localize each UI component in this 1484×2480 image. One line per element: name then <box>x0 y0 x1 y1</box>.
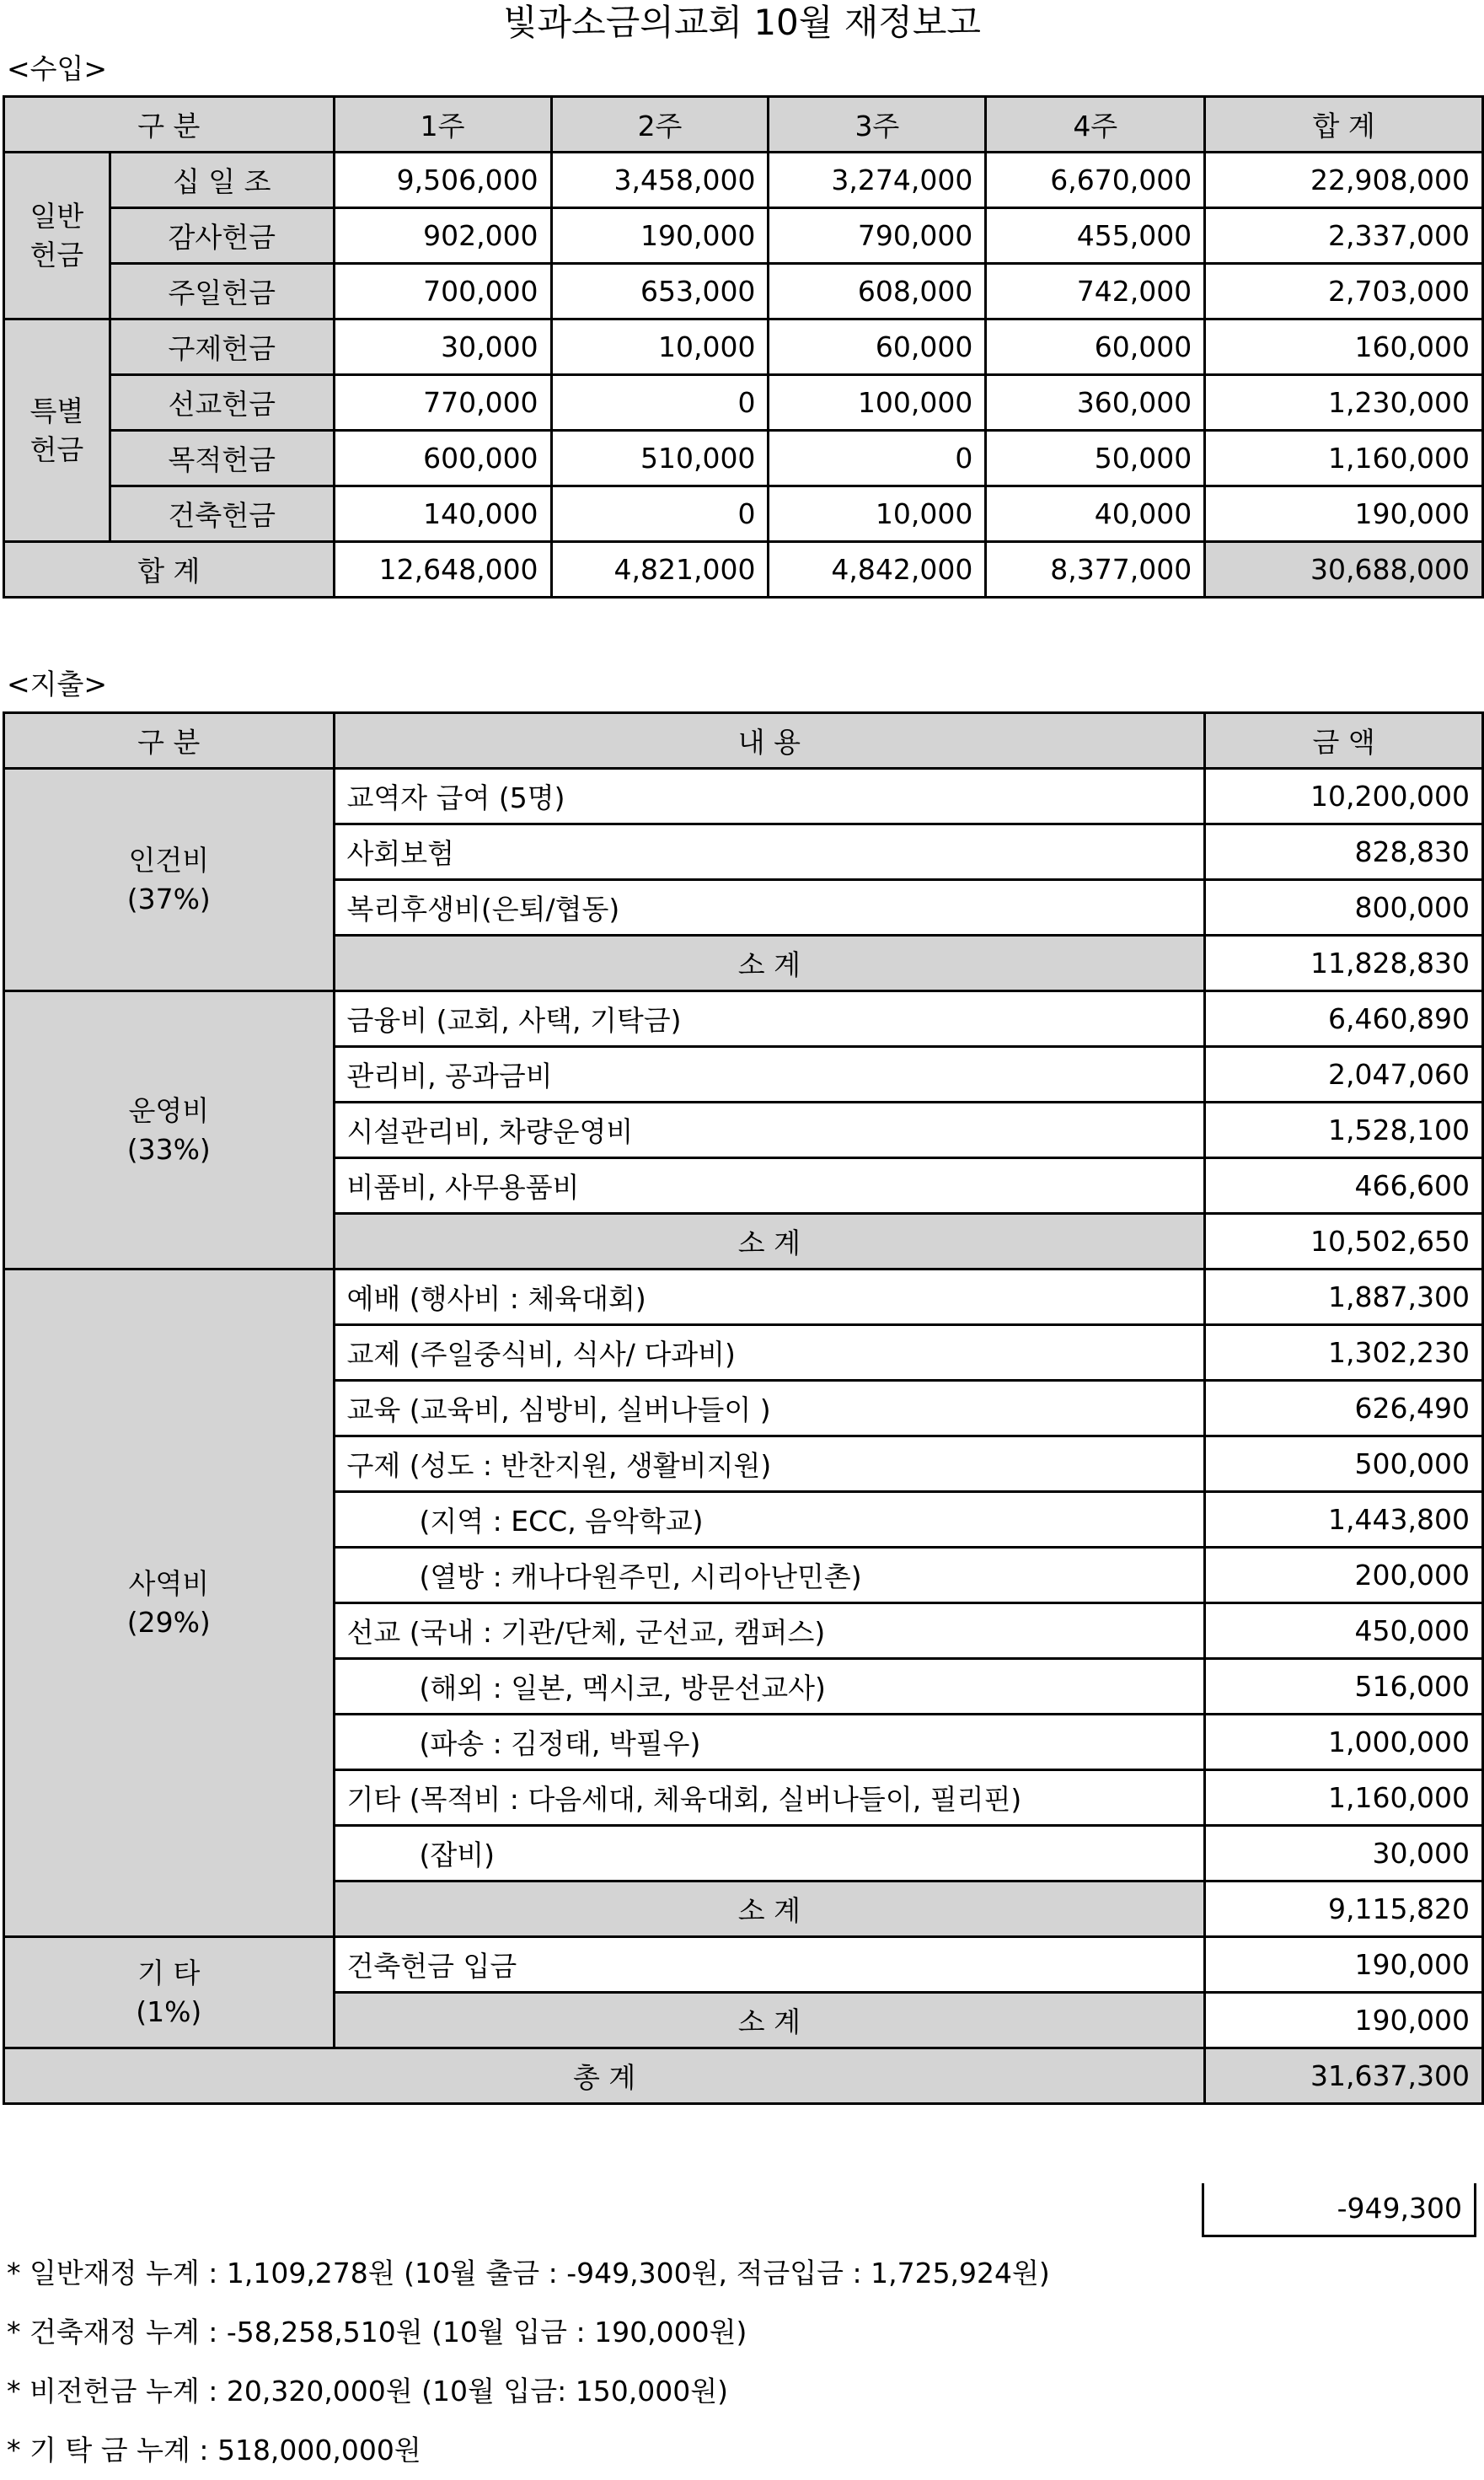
income-header-total: 합 계 <box>1205 97 1483 153</box>
expense-amount: 200,000 <box>1205 1548 1483 1603</box>
income-item: 구제헌금 <box>110 319 334 375</box>
subtotal-amount: 10,502,650 <box>1205 1214 1483 1270</box>
subtotal-label: 소 계 <box>334 936 1205 991</box>
expense-amount: 450,000 <box>1205 1603 1483 1659</box>
income-cell: 190,000 <box>551 208 769 264</box>
expense-content: (열방 : 캐나다원주민, 시리아난민촌) <box>334 1548 1205 1603</box>
grand-total-amount: 31,637,300 <box>1205 2048 1483 2104</box>
income-cell: 9,506,000 <box>334 153 551 208</box>
income-item: 십 일 조 <box>110 153 334 208</box>
expense-amount: 2,047,060 <box>1205 1047 1483 1103</box>
income-cell: 50,000 <box>986 431 1205 486</box>
income-cell: 3,458,000 <box>551 153 769 208</box>
expense-amount: 10,200,000 <box>1205 769 1483 824</box>
income-cell: 0 <box>769 431 986 486</box>
expense-group-label: 기 타 (1%) <box>136 1956 202 2028</box>
expense-group-label: 사역비 (29%) <box>126 1566 211 1639</box>
expense-content: 시설관리비, 차량운영비 <box>334 1103 1205 1158</box>
income-cell: 510,000 <box>551 431 769 486</box>
income-row-total: 2,703,000 <box>1205 264 1483 319</box>
expense-section-label: <지출> <box>7 668 108 701</box>
note-vision-offering: * 비전헌금 누계 : 20,320,000원 (10월 입금: 150,000원) <box>7 2375 728 2408</box>
income-header-category: 구 분 <box>4 97 335 153</box>
note-general-fund: * 일반재정 누계 : 1,109,278원 (10월 출금 : -949,300원, 적금입금 : 1,725,924원) <box>7 2257 1050 2289</box>
income-group-general <box>4 153 110 319</box>
expense-content: 교역자 급여 (5명) <box>334 769 1205 824</box>
subtotal-label: 소 계 <box>334 1881 1205 1937</box>
income-group-label: 특별 헌금 <box>29 394 84 466</box>
expense-amount: 1,160,000 <box>1205 1770 1483 1826</box>
income-header-week1: 1주 <box>334 97 551 153</box>
expense-content: 복리후생비(은퇴/협동) <box>334 880 1205 936</box>
expense-amount: 828,830 <box>1205 824 1483 880</box>
expense-amount: 500,000 <box>1205 1436 1483 1492</box>
expense-content: (잡비) <box>334 1826 1205 1881</box>
income-row-total: 1,160,000 <box>1205 431 1483 486</box>
subtotal-amount: 190,000 <box>1205 1993 1483 2048</box>
expense-amount: 1,302,230 <box>1205 1325 1483 1381</box>
expense-group-label: 인건비 (37%) <box>126 843 211 915</box>
expense-group-operations <box>4 991 335 1270</box>
table-row <box>4 208 1483 264</box>
expense-amount: 1,887,300 <box>1205 1270 1483 1325</box>
income-cell: 360,000 <box>986 375 1205 431</box>
expense-content: (파송 : 김정태, 박필우) <box>334 1715 1205 1770</box>
expense-group-other <box>4 1937 335 2048</box>
expense-amount: 6,460,890 <box>1205 991 1483 1047</box>
table-row <box>4 1937 1483 1993</box>
income-item: 주일헌금 <box>110 264 334 319</box>
income-cell: 40,000 <box>986 486 1205 542</box>
income-header-week3: 3주 <box>769 97 986 153</box>
income-item: 선교헌금 <box>110 375 334 431</box>
table-row <box>4 769 1483 824</box>
expense-amount: 1,443,800 <box>1205 1492 1483 1548</box>
table-row <box>4 319 1483 375</box>
expense-content: 선교 (국내 : 기관/단체, 군선교, 캠퍼스) <box>334 1603 1205 1659</box>
income-cell: 0 <box>551 486 769 542</box>
income-cell: 140,000 <box>334 486 551 542</box>
expense-amount: 1,000,000 <box>1205 1715 1483 1770</box>
income-header-week2: 2주 <box>551 97 769 153</box>
income-cell: 790,000 <box>769 208 986 264</box>
income-item: 목적헌금 <box>110 431 334 486</box>
income-cell: 60,000 <box>769 319 986 375</box>
subtotal-label: 소 계 <box>334 1214 1205 1270</box>
expense-content: (지역 : ECC, 음악학교) <box>334 1492 1205 1548</box>
income-group-special <box>4 319 110 542</box>
expense-content: 교제 (주일중식비, 식사/ 다과비) <box>334 1325 1205 1381</box>
income-cell: 3,274,000 <box>769 153 986 208</box>
income-grand-total: 30,688,000 <box>1205 542 1483 598</box>
subtotal-amount: 9,115,820 <box>1205 1881 1483 1937</box>
income-item: 건축헌금 <box>110 486 334 542</box>
income-cell: 700,000 <box>334 264 551 319</box>
income-cell: 10,000 <box>769 486 986 542</box>
expense-group-label: 운영비 (33%) <box>126 1093 211 1166</box>
income-header-week4: 4주 <box>986 97 1205 153</box>
grand-total-row <box>4 2048 1483 2104</box>
table-row <box>4 375 1483 431</box>
income-row-total: 2,337,000 <box>1205 208 1483 264</box>
income-total-week3: 4,842,000 <box>769 542 986 598</box>
expense-amount: 800,000 <box>1205 880 1483 936</box>
table-row <box>4 1270 1483 1325</box>
expense-amount: 30,000 <box>1205 1826 1483 1881</box>
income-cell: 455,000 <box>986 208 1205 264</box>
income-cell: 30,000 <box>334 319 551 375</box>
expense-content: 구제 (성도 : 반찬지원, 생활비지원) <box>334 1436 1205 1492</box>
expense-header-category: 구 분 <box>4 713 335 769</box>
notes <box>7 2244 1050 2480</box>
income-total-week2: 4,821,000 <box>551 542 769 598</box>
income-row-total: 160,000 <box>1205 319 1483 375</box>
expense-header-content: 내 용 <box>334 713 1205 769</box>
expense-content: 금융비 (교회, 사택, 기탁금) <box>334 991 1205 1047</box>
income-cell: 742,000 <box>986 264 1205 319</box>
income-table <box>3 95 1484 599</box>
income-cell: 100,000 <box>769 375 986 431</box>
income-cell: 608,000 <box>769 264 986 319</box>
expense-content: 관리비, 공과금비 <box>334 1047 1205 1103</box>
income-item: 감사헌금 <box>110 208 334 264</box>
expense-content: 비품비, 사무용품비 <box>334 1158 1205 1214</box>
income-total-label: 합 계 <box>4 542 335 598</box>
expense-content: 사회보험 <box>334 824 1205 880</box>
grand-total-label: 총 계 <box>4 2048 1205 2104</box>
income-total-row <box>4 542 1483 598</box>
income-cell: 10,000 <box>551 319 769 375</box>
note-deposit: * 기 탁 금 누계 : 518,000,000원 <box>7 2434 421 2467</box>
expense-table <box>3 711 1484 2105</box>
table-row <box>4 431 1483 486</box>
income-header-row <box>4 97 1483 153</box>
expense-group-personnel <box>4 769 335 991</box>
subtotal-label: 소 계 <box>334 1993 1205 2048</box>
expense-content: 교육 (교육비, 심방비, 실버나들이 ) <box>334 1381 1205 1436</box>
income-row-total: 1,230,000 <box>1205 375 1483 431</box>
table-row <box>4 264 1483 319</box>
expense-header-row <box>4 713 1483 769</box>
subtotal-amount: 11,828,830 <box>1205 936 1483 991</box>
income-total-week4: 8,377,000 <box>986 542 1205 598</box>
expense-content: (해외 : 일본, 멕시코, 방문선교사) <box>334 1659 1205 1715</box>
income-section-label: <수입> <box>7 52 108 85</box>
expense-amount: 1,528,100 <box>1205 1103 1483 1158</box>
table-row <box>4 486 1483 542</box>
income-cell: 0 <box>551 375 769 431</box>
table-row <box>4 153 1483 208</box>
table-row <box>4 991 1483 1047</box>
page-title: 빛과소금의교회 10월 재정보고 <box>502 2 981 43</box>
income-cell: 770,000 <box>334 375 551 431</box>
income-row-total: 190,000 <box>1205 486 1483 542</box>
income-cell: 60,000 <box>986 319 1205 375</box>
expense-content: 기타 (목적비 : 다음세대, 체육대회, 실버나들이, 필리핀) <box>334 1770 1205 1826</box>
income-total-week1: 12,648,000 <box>334 542 551 598</box>
expense-amount: 466,600 <box>1205 1158 1483 1214</box>
income-cell: 600,000 <box>334 431 551 486</box>
expense-amount: 516,000 <box>1205 1659 1483 1715</box>
income-cell: 6,670,000 <box>986 153 1205 208</box>
expense-header-amount: 금 액 <box>1205 713 1483 769</box>
expense-amount: 626,490 <box>1205 1381 1483 1436</box>
expense-content: 예배 (행사비 : 체육대회) <box>334 1270 1205 1325</box>
income-cell: 902,000 <box>334 208 551 264</box>
income-row-total: 22,908,000 <box>1205 153 1483 208</box>
balance-amount: -949,300 <box>1202 2183 1476 2237</box>
income-cell: 653,000 <box>551 264 769 319</box>
note-building-fund: * 건축재정 누계 : -58,258,510원 (10월 입금 : 190,000원) <box>7 2316 747 2348</box>
expense-amount: 190,000 <box>1205 1937 1483 1993</box>
expense-group-ministry <box>4 1270 335 1937</box>
income-group-label: 일반 헌금 <box>29 199 84 271</box>
expense-content: 건축헌금 입금 <box>334 1937 1205 1993</box>
